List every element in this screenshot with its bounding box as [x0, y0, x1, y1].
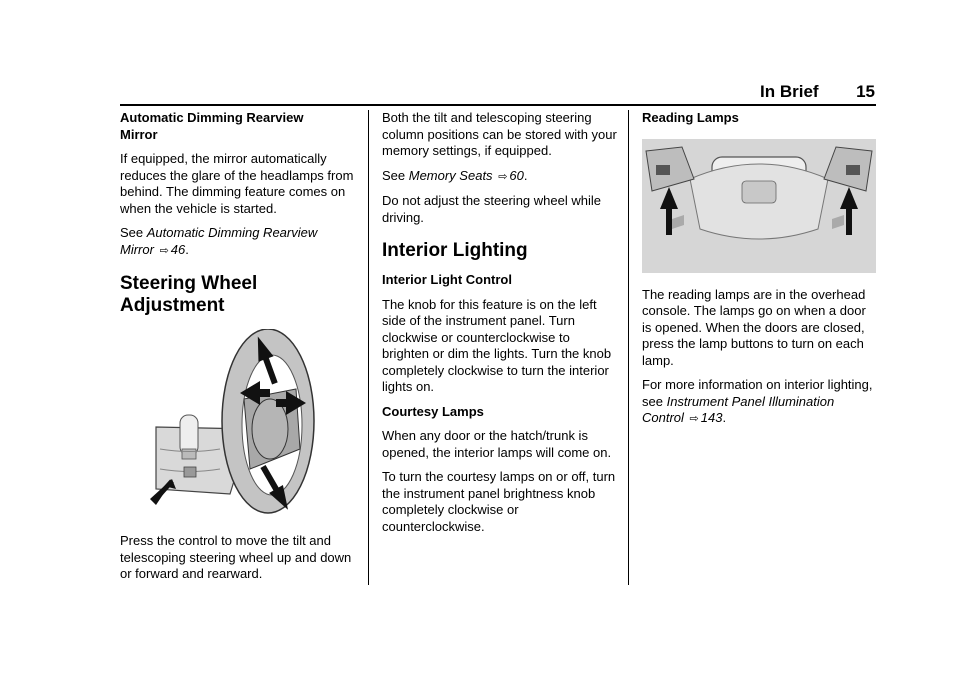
reading-lamps-heading: Reading Lamps: [642, 110, 739, 125]
mirror-text: If equipped, the mirror automatically reduces the glare of the headlamps from behind. The dimming feature comes on when the vehicle is started.: [120, 151, 354, 216]
light-control-text: The knob for this feature is on the left side of the instrument panel. Turn clockwise or counterclockwise to brighten or dim the lights. Turn the knob completely clockwise to turn the interior lights on.: [382, 296, 612, 394]
reading-text: The reading lamps are in the overhead console. The lamps go on when a door is opened. When the doors are closed, press the lamp buttons to turn on each lamp.: [642, 286, 866, 368]
section-title: In Brief: [760, 82, 819, 101]
instrument-panel-ref-page[interactable]: 143: [700, 410, 723, 425]
mirror-ref-page[interactable]: 46: [170, 241, 186, 257]
memory-ref-link[interactable]: Memory Seats: [408, 167, 493, 183]
page-ref-icon: ⇨: [498, 170, 508, 183]
column-1: [120, 110, 358, 591]
column-3: [642, 110, 876, 436]
page-ref-icon: ⇨: [689, 413, 699, 425]
steering-wheel-illustration: [120, 329, 358, 519]
mirror-see: See Automatic Dimming Rearview Mirror ⇨ 46.: [120, 225, 318, 257]
memory-see: See Memory Seats ⇨ 60.: [382, 167, 528, 183]
column-divider-1: [368, 110, 369, 585]
page-number: 15: [856, 82, 875, 101]
header-rule: [120, 104, 876, 106]
memory-text: Both the tilt and telescoping steering column positions can be stored with your memory settings, if equipped.: [382, 110, 617, 158]
steering-heading: Steering Wheel Adjustment: [120, 273, 258, 316]
page-header: [760, 82, 875, 102]
courtesy-text-2: To turn the courtesy lamps on or off, turn the instrument panel brightness knob completely clockwise or counterclockwise.: [382, 469, 616, 534]
column-2: [382, 110, 618, 543]
memory-ref-page[interactable]: 60: [509, 167, 524, 183]
light-control-heading: Interior Light Control: [382, 272, 512, 287]
page-ref-icon: ⇨: [159, 244, 169, 257]
mirror-heading: Automatic Dimming Rearview Mirror: [120, 110, 304, 142]
reading-lamps-illustration: [642, 139, 876, 273]
mirror-ref-link[interactable]: Automatic Dimming Rearview Mirror: [120, 225, 318, 257]
warning-text: Do not adjust the steering wheel while driving.: [382, 193, 601, 225]
courtesy-heading: Courtesy Lamps: [382, 403, 484, 419]
column-divider-2: [628, 110, 629, 585]
instrument-panel-ref-link[interactable]: Instrument Panel Illumination Control: [642, 393, 835, 425]
interior-lighting-heading: Interior Lighting: [382, 240, 528, 261]
steering-text: Press the control to move the tilt and telescoping steering wheel up and down or forward and rearward.: [120, 533, 352, 581]
courtesy-text-1: When any door or the hatch/trunk is opened, the interior lamps will come on.: [382, 428, 612, 460]
more-info-text: For more information on interior lighting, see Instrument Panel Illumination Control ⇨ 143.: [642, 377, 873, 425]
